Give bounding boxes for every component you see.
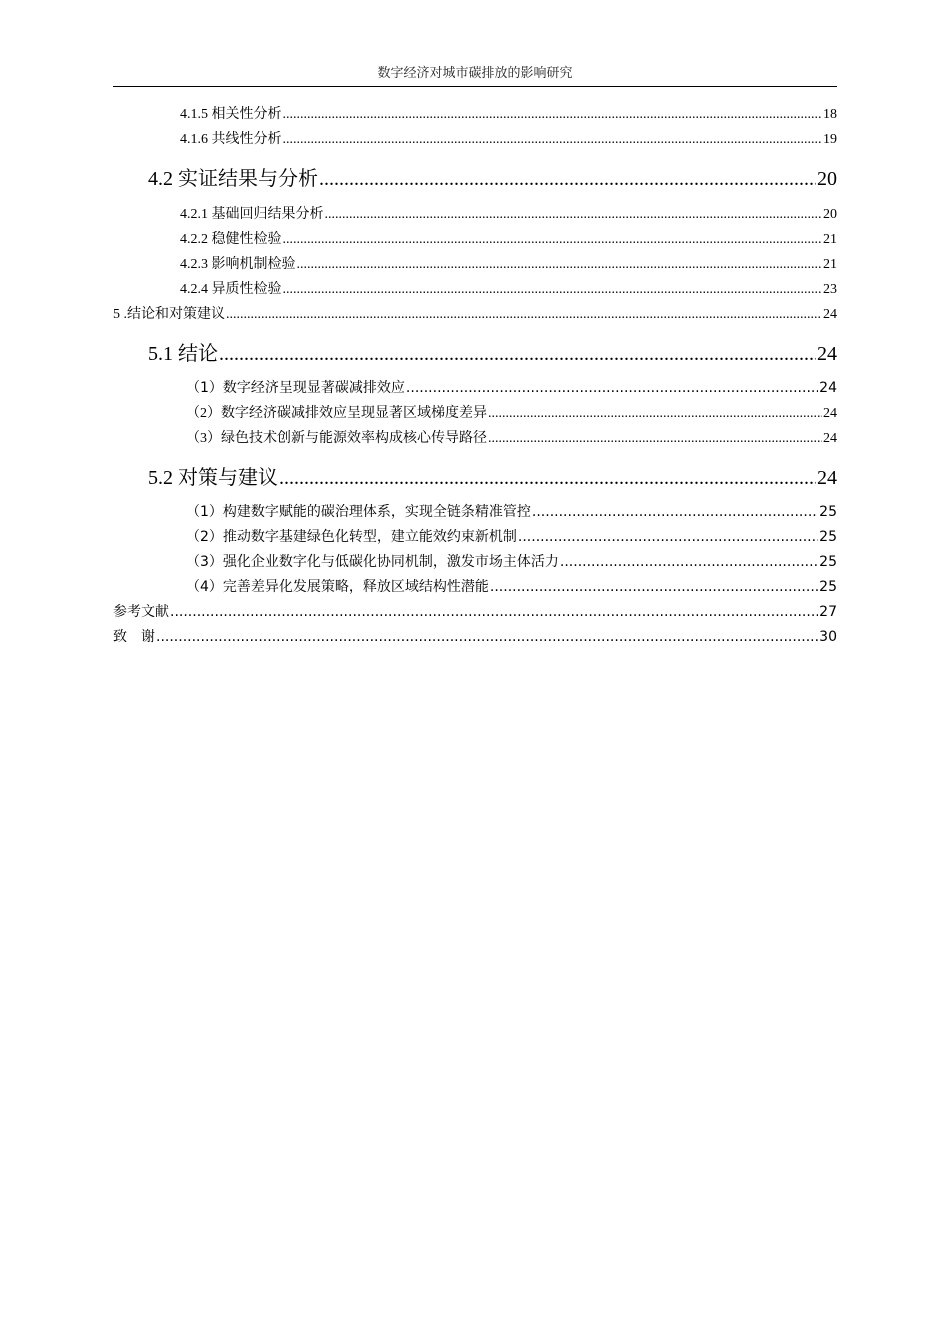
toc-label: （1）数字经济呈现显著碳减排效应 <box>186 380 405 396</box>
toc-page-number: 27 <box>819 604 837 620</box>
toc-page-number: 30 <box>819 629 837 645</box>
toc-page-number: 24 <box>823 406 837 421</box>
toc-page-number: 25 <box>819 579 837 595</box>
toc-leader <box>319 168 816 191</box>
toc-entry-5-2-item-2[interactable] <box>186 526 837 546</box>
toc-leader <box>283 132 823 148</box>
toc-label: 4.2.1 基础回归结果分析 <box>180 207 324 222</box>
toc-label: 4.1.5 相关性分析 <box>180 107 282 122</box>
toc-label: 4.1.6 共线性分析 <box>180 132 282 147</box>
toc-entry-5-1-item-3[interactable] <box>186 427 837 447</box>
toc-page-number: 24 <box>823 307 837 322</box>
toc-label: （2）推动数字基建绿色化转型，建立能效约束新机制 <box>186 529 517 545</box>
header-title: 数字经济对城市碳排放的影响研究 <box>377 65 573 80</box>
toc-page-number: 20 <box>817 168 837 190</box>
toc-page-number: 24 <box>823 431 837 446</box>
toc-entry-4-2-1[interactable] <box>180 203 837 223</box>
toc-entry-5[interactable] <box>113 303 837 323</box>
toc-entry-acknowledgements[interactable] <box>113 626 837 646</box>
toc-page-number: 24 <box>817 343 837 365</box>
toc-label: 参考文献 <box>113 604 169 620</box>
toc-leader <box>279 467 816 490</box>
toc-leader <box>325 207 823 223</box>
toc-leader <box>532 504 818 520</box>
toc-leader <box>406 380 818 396</box>
toc-entry-4-1-5[interactable] <box>180 103 837 123</box>
toc-entry-references[interactable] <box>113 601 837 621</box>
toc-leader <box>297 257 823 273</box>
toc-page-number: 21 <box>823 232 837 247</box>
toc-entry-5-1[interactable] <box>148 337 837 366</box>
toc-leader <box>170 604 818 620</box>
toc-label: 5.1 结论 <box>148 343 218 365</box>
toc-leader <box>490 579 818 595</box>
toc-label: 致 谢 <box>113 629 155 645</box>
toc-entry-4-1-6[interactable] <box>180 128 837 148</box>
toc-leader <box>283 282 823 298</box>
toc-page-number: 25 <box>819 554 837 570</box>
toc-leader <box>488 406 822 422</box>
toc-entry-5-2-item-3[interactable] <box>186 551 837 571</box>
toc-entry-5-1-item-1[interactable] <box>186 377 837 397</box>
toc-leader <box>219 343 816 366</box>
toc-label: （2）数字经济碳减排效应呈现显著区域梯度差异 <box>186 406 487 421</box>
toc-page-number: 18 <box>823 107 837 122</box>
toc-leader <box>156 629 818 645</box>
toc-label: （3）强化企业数字化与低碳化协同机制，激发市场主体活力 <box>186 554 559 570</box>
toc-leader <box>283 232 823 248</box>
toc-label: 4.2.4 异质性检验 <box>180 282 282 297</box>
page-header <box>113 62 837 87</box>
toc-entry-5-2-item-1[interactable] <box>186 501 837 521</box>
toc-entry-4-2-4[interactable] <box>180 278 837 298</box>
toc-entry-5-2[interactable] <box>148 461 837 490</box>
toc-leader <box>560 554 818 570</box>
toc-label: 4.2.2 稳健性检验 <box>180 232 282 247</box>
toc-page-number: 20 <box>823 207 837 222</box>
toc-page-number: 24 <box>819 380 837 396</box>
toc-entry-4-2-2[interactable] <box>180 228 837 248</box>
toc-label: 5.2 对策与建议 <box>148 467 278 489</box>
toc-leader <box>488 431 822 447</box>
toc-page-number: 21 <box>823 257 837 272</box>
toc-label: 4.2 实证结果与分析 <box>148 168 318 190</box>
toc-leader <box>226 307 822 323</box>
toc-page-number: 24 <box>817 467 837 489</box>
toc-page-number: 23 <box>823 282 837 297</box>
toc-entry-5-2-item-4[interactable] <box>186 576 837 596</box>
toc-page-number: 25 <box>819 504 837 520</box>
toc-label: 4.2.3 影响机制检验 <box>180 257 296 272</box>
toc-leader <box>283 107 823 123</box>
toc-entry-5-1-item-2[interactable] <box>186 402 837 422</box>
toc-label: 5 .结论和对策建议 <box>113 307 225 322</box>
toc-page-number: 25 <box>819 529 837 545</box>
toc-label: （3）绿色技术创新与能源效率构成核心传导路径 <box>186 431 487 446</box>
toc-entry-4-2-3[interactable] <box>180 253 837 273</box>
toc-label: （1）构建数字赋能的碳治理体系，实现全链条精准管控 <box>186 504 531 520</box>
toc-leader <box>518 529 818 545</box>
toc-page-number: 19 <box>823 132 837 147</box>
toc-label: （4）完善差异化发展策略，释放区域结构性潜能 <box>186 579 489 595</box>
toc-entry-4-2[interactable] <box>148 162 837 191</box>
